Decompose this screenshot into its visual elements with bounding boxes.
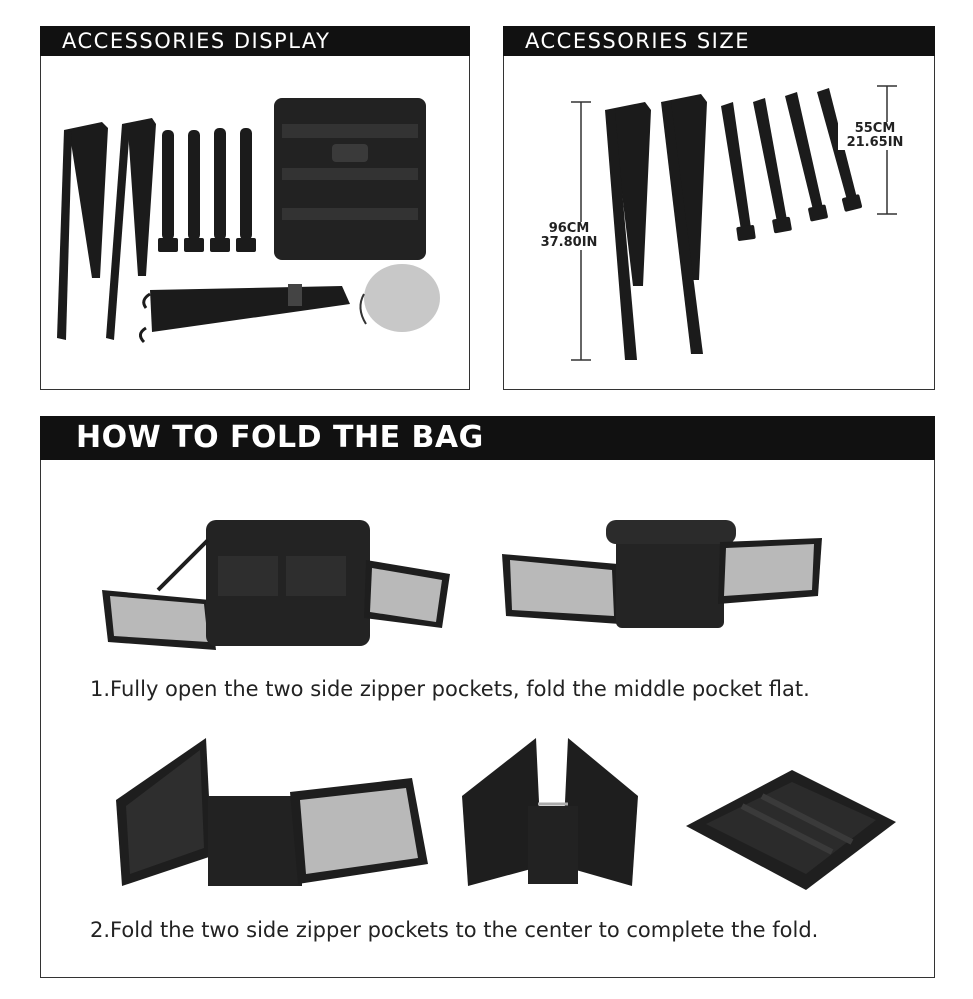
accessories-display-image	[42, 58, 468, 388]
how-to-fold-header: HOW TO FOLD THE BAG	[40, 416, 935, 460]
accessories-size-header: ACCESSORIES SIZE	[503, 26, 935, 56]
fold-step-1-text: 1.Fully open the two side zipper pockets, fold the middle pocket flat.	[90, 677, 810, 701]
accessories-display-header: ACCESSORIES DISPLAY	[40, 26, 470, 56]
fold-step2-image-b	[458, 736, 648, 890]
fold-step1-image-b	[500, 512, 830, 632]
fold-step1-image-a	[98, 510, 458, 660]
fold-step2-image-a	[112, 736, 432, 896]
short-strap-measurement: 55CM 21.65IN	[838, 122, 912, 150]
fold-step-2-text: 2.Fold the two side zipper pockets to the center to complete the fold.	[90, 918, 819, 942]
long-strap-measurement: 96CM 37.80IN	[532, 222, 606, 250]
fold-step2-image-c	[682, 766, 902, 896]
